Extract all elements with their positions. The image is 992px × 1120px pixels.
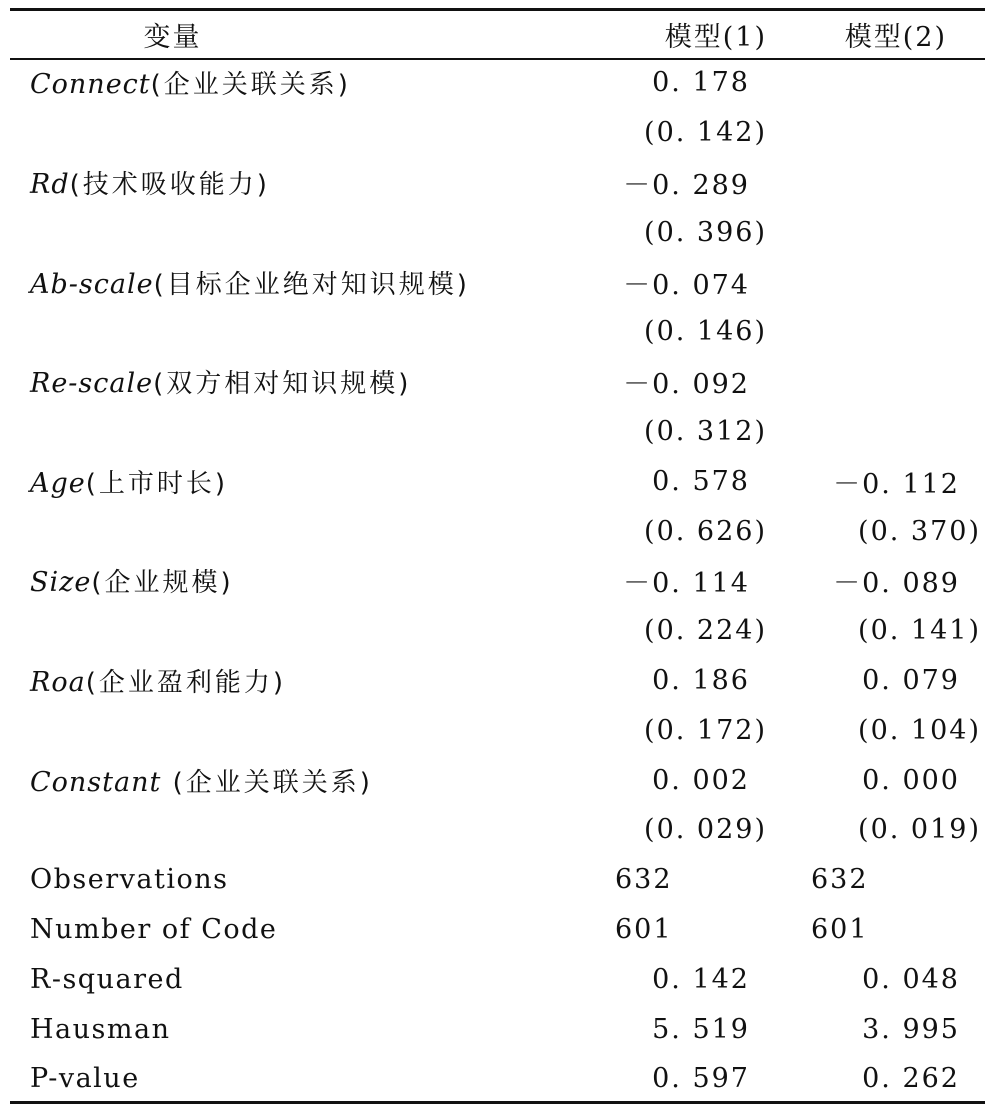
cell-model-1: 0. 186 (652, 664, 750, 696)
variable-description: (双方相对知识规模) (153, 369, 412, 400)
cell-model-2 (775, 357, 985, 407)
variable-description: (企业关联关系) (150, 70, 351, 101)
table-row-se (10, 705, 985, 755)
variable-name: Re-scale (30, 368, 154, 400)
cell-model-2 (775, 307, 985, 357)
row-label (10, 58, 595, 108)
row-label (10, 456, 595, 506)
cell-model-1: 0. 002 (652, 764, 750, 796)
cell-model-1: (0. 626) (644, 515, 767, 547)
row-label: Observations (30, 864, 229, 896)
variable-description: (企业规模) (91, 568, 234, 599)
table-row-se (10, 506, 985, 556)
cell-model-2 (775, 158, 985, 208)
variable-description: (技术吸收能力) (69, 169, 270, 200)
cell-model-1: 601 (615, 913, 673, 945)
table-row (10, 257, 985, 307)
variable-name: Connect (30, 69, 151, 101)
variable-description: (目标企业绝对知识规模) (153, 269, 470, 300)
cell-model-2: (0. 370) (858, 515, 981, 547)
table-row (10, 1004, 985, 1054)
table-header-row (10, 11, 985, 58)
cell-model-1: 0. 178 (652, 67, 750, 99)
row-label: P-value (30, 1063, 140, 1095)
variable-description: (企业盈利能力) (85, 667, 286, 698)
cell-model-1: 0. 597 (652, 1063, 750, 1095)
table-row (10, 1054, 985, 1104)
cell-model-2 (775, 58, 985, 108)
cell-model-2: 632 (811, 864, 869, 896)
cell-model-2: 0. 000 (862, 764, 960, 796)
table-row-se (10, 207, 985, 257)
header-model-2: 模型(2) (844, 22, 947, 53)
cell-model-1: (0. 172) (644, 714, 767, 746)
row-label (10, 207, 595, 257)
variable-name: Rd (30, 168, 70, 200)
cell-model-2: 0. 079 (862, 664, 960, 696)
cell-model-1: －0. 092 (623, 369, 750, 401)
row-label (10, 656, 595, 706)
cell-model-2 (775, 407, 985, 457)
regression-table (10, 11, 985, 1104)
row-label (10, 705, 595, 755)
cell-model-2: 0. 262 (862, 1063, 960, 1095)
table-row-se (10, 108, 985, 158)
row-label (10, 805, 595, 855)
variable-description: (上市时长) (85, 468, 229, 499)
row-label (10, 606, 595, 656)
table-row (10, 556, 985, 606)
table-row (10, 357, 985, 407)
row-label (10, 506, 595, 556)
variable-name: Roa (30, 666, 86, 698)
cell-model-2 (775, 207, 985, 257)
cell-model-1: 632 (615, 864, 673, 896)
table-row (10, 656, 985, 706)
row-label: Hausman (30, 1013, 171, 1045)
cell-model-1: (0. 312) (644, 415, 767, 447)
row-label (10, 307, 595, 357)
cell-model-1: 0. 578 (652, 465, 750, 497)
cell-model-2: (0. 019) (858, 814, 981, 846)
row-label (10, 257, 595, 307)
cell-model-2: －0. 112 (833, 468, 960, 500)
header-variable: 变量 (143, 22, 202, 53)
cell-model-1: (0. 142) (644, 117, 767, 149)
row-label (10, 158, 595, 208)
variable-name: Constant (30, 766, 162, 798)
table-row-se (10, 606, 985, 656)
cell-model-2 (775, 257, 985, 307)
table-row (10, 855, 985, 905)
table-row (10, 755, 985, 805)
row-label (10, 755, 595, 805)
row-label (10, 357, 595, 407)
cell-model-1: 5. 519 (652, 1013, 750, 1045)
table-row-se (10, 307, 985, 357)
table-row (10, 58, 985, 108)
cell-model-1: (0. 029) (644, 814, 767, 846)
row-label (10, 556, 595, 606)
row-label: R-squared (30, 963, 184, 995)
row-label (10, 407, 595, 457)
variable-name: Size (30, 567, 92, 599)
cell-model-2: －0. 089 (833, 568, 960, 600)
cell-model-1: (0. 146) (644, 316, 767, 348)
table-row (10, 456, 985, 506)
cell-model-1: －0. 114 (623, 568, 750, 600)
header-model-1: 模型(1) (664, 22, 767, 53)
cell-model-2: (0. 141) (858, 615, 981, 647)
row-label: Number of Code (30, 913, 278, 945)
table-row (10, 905, 985, 955)
cell-model-2: 601 (811, 913, 869, 945)
cell-model-1: (0. 396) (644, 216, 767, 248)
variable-name: Ab-scale (30, 268, 154, 300)
table-row (10, 954, 985, 1004)
table-row (10, 158, 985, 208)
cell-model-1: (0. 224) (644, 615, 767, 647)
variable-name: Age (30, 467, 86, 499)
cell-model-2: 0. 048 (862, 963, 960, 995)
variable-description: (企业关联关系) (161, 767, 373, 798)
cell-model-1: －0. 289 (623, 169, 750, 201)
cell-model-1: －0. 074 (623, 269, 750, 301)
cell-model-2: (0. 104) (858, 714, 981, 746)
table-row-se (10, 805, 985, 855)
cell-model-2: 3. 995 (862, 1013, 960, 1045)
cell-model-1: 0. 142 (652, 963, 750, 995)
cell-model-2 (775, 108, 985, 158)
row-label (10, 108, 595, 158)
table-row-se (10, 407, 985, 457)
